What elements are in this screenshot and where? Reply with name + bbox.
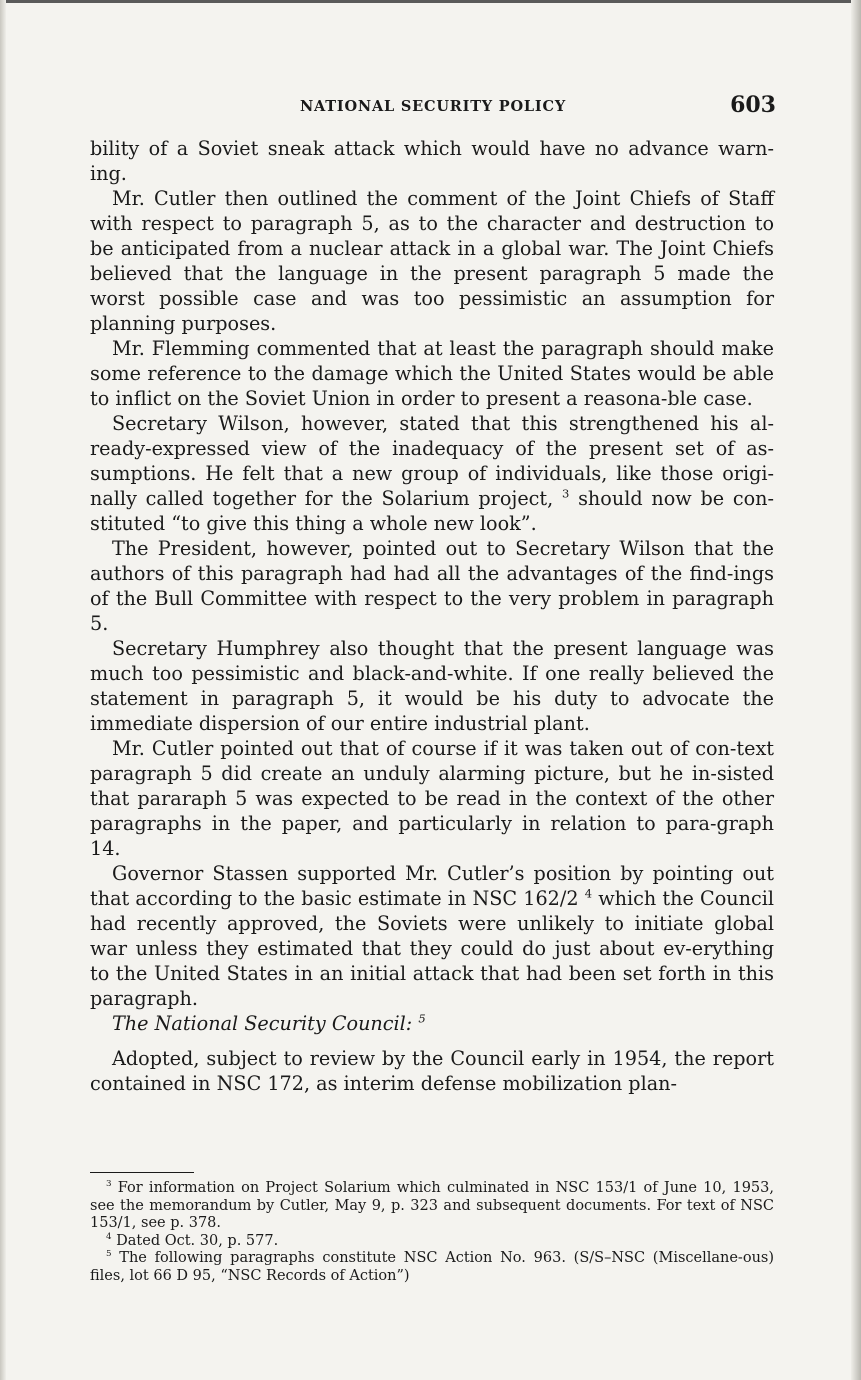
scan-edge-left: [0, 0, 6, 1380]
paragraph: Adopted, subject to review by the Council early in 1954, the report contained in NSC 172, as interim defense mobilization plan-: [90, 1047, 774, 1095]
scan-edge-right: [851, 0, 861, 1380]
paragraph: Mr. Cutler then outlined the comment of the Joint Chiefs of Staff with respect to paragraph 5, as to the character and destruction to be anticipated from a nuclear attack in a global war. The Joint Chiefs believed that the language in the present paragraph 5 made the worst possible case and was too pessimistic an assumption for planning purposes.: [90, 187, 774, 335]
paragraph-text: Governor Stassen supported Mr. Cutler’s position by pointing out that according to the basic estimate in NSC 162/2: [90, 862, 774, 910]
footnote: [90, 1250, 774, 1285]
footnote-ref: 5: [418, 1011, 426, 1026]
footnote: [90, 1180, 774, 1233]
running-head: NATIONAL SECURITY POLICY: [300, 98, 566, 115]
page-number: 603: [730, 92, 776, 118]
paragraph: Mr. Flemming commented that at least the paragraph should make some reference to the damage which the United States would be able to inflict on the Soviet Union in order to present a reasona-ble case.: [90, 337, 774, 410]
paragraph: [90, 411, 774, 536]
scan-edge-top: [0, 0, 861, 3]
footnote-text: Dated Oct. 30, p. 577.: [116, 1232, 279, 1249]
footnote-text: For information on Project Solarium which culminated in NSC 153/1 of June 10, 1953, see the memorandum by Cutler, May 9, p. 323 and subsequent documents. For text of NSC 153/1, see p. 378.: [90, 1180, 774, 1231]
page-body: [90, 136, 774, 1096]
footnote-ref: 4: [584, 886, 593, 901]
page-header: [90, 92, 778, 124]
footnote-marker: 5: [106, 1249, 112, 1260]
paragraph: Secretary Humphrey also thought that the present language was much too pessimistic and black-and-white. If one really believed the statement in paragraph 5, it would be his duty to advocate the immediate dispersion of our entire industrial plant.: [90, 637, 774, 735]
footnote-marker: 3: [106, 1179, 112, 1190]
paragraph-text: which the Council had recently approved, the Soviets were unlikely to initiate global war unless they estimated that they could do just about ev-erything to the United States in an initial attack that had been set forth in this paragraph.: [90, 887, 774, 1010]
paragraph-continuation: bility of a Soviet sneak attack which would have no advance warn-ing.: [90, 137, 774, 185]
section-heading: [90, 1011, 774, 1036]
footnote: [90, 1233, 774, 1251]
paragraph-text: should now be con-stituted “to give this thing a whole new look”.: [90, 487, 774, 535]
footnote-ref: 3: [562, 486, 570, 501]
section-heading-text: The National Security Council:: [112, 1012, 413, 1035]
paragraph-text: Secretary Wilson, however, stated that this strengthened his al-ready-expressed view of the inadequacy of the present set of as-sumptions. He felt that a new group of individuals, like those origi-nally called together for the Solarium project,: [90, 412, 774, 510]
paragraph: The President, however, pointed out to Secretary Wilson that the authors of this paragraph had had all the advantages of the find-ings of the Bull Committee with respect to the very problem in paragraph 5.: [90, 537, 774, 635]
footnote-marker: 4: [106, 1231, 112, 1242]
paragraph: Mr. Cutler pointed out that of course if it was taken out of con-text paragraph 5 did create an unduly alarming picture, but he in-sisted that pararaph 5 was expected to be read in the context of the other paragraphs in the paper, and particularly in relation to para-graph 14.: [90, 737, 774, 860]
footnote-divider: [90, 1172, 194, 1173]
footnote-text: The following paragraphs constitute NSC Action No. 963. (S/S–NSC (Miscellane-ous) files, lot 66 D 95, “NSC Records of Action”): [90, 1250, 775, 1284]
footnotes: [90, 1180, 774, 1285]
paragraph: [90, 861, 774, 1011]
